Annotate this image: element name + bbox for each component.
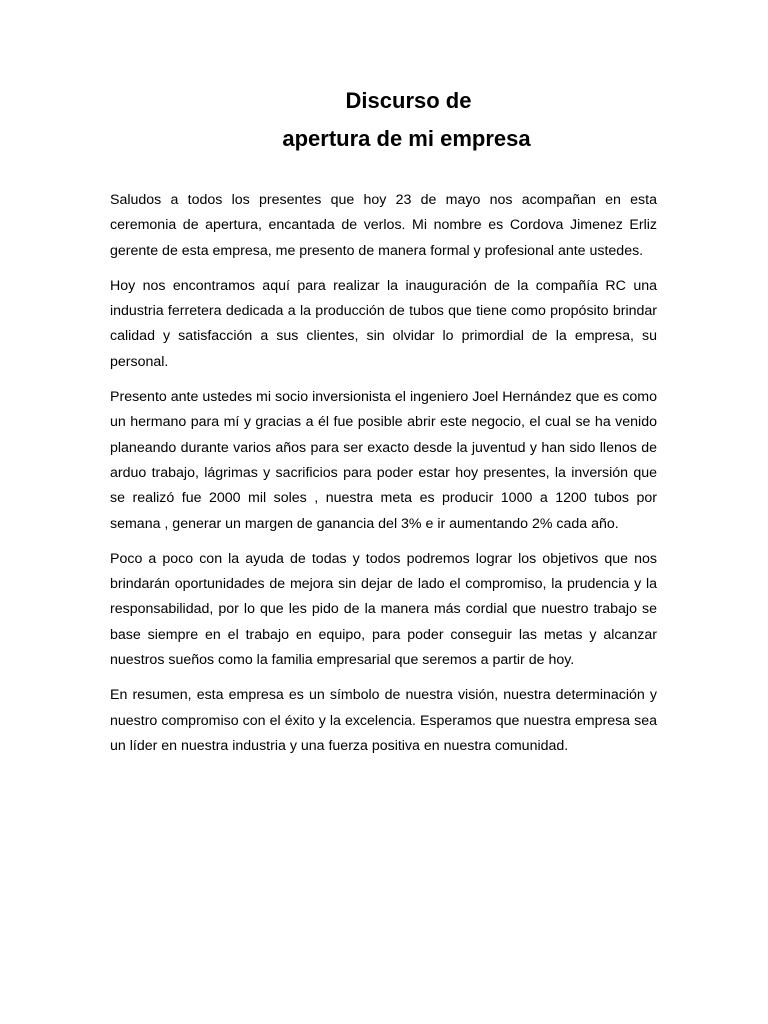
paragraph-summary: En resumen, esta empresa es un símbolo de nuestra visión, nuestra determinación y nuestro compromiso con el éxito y la excelencia. Esperamos que nuestra empresa sea un líder en nuestra industria y una fuerza positiva en nuestra comunidad. [110,687,657,754]
title-line-1: Discurso de [345,88,472,113]
paragraph-teamwork: Poco a poco con la ayuda de todas y todos podremos lograr los objetivos que nos brindarán oportunidades de mejora sin dejar de lado el compromiso, la prudencia y la responsabilidad, por lo que les pido de la manera más cordial que nuestro trabajo se base siempre en el trabajo en equipo, para poder conseguir las metas y alcanzar nuestros sueños como la familia empresarial que seremos a partir de hoy. [110,550,657,669]
paragraph-partner: Presento ante ustedes mi socio inversionista el ingeniero Joel Hernández que es como un hermano para mí y gracias a él fue posible abrir este negocio, el cual se ha venido planeando durante varios años para ser exacto desde la juventud y han sido llenos de arduo trabajo, lágrimas y sacrificios para poder estar hoy presentes, la inversión que se realizó fue 2000 mil soles , nuestra meta es producir 1000 a 1200 tubos por semana , generar un margen de ganancia del 3% e ir aumentando 2% cada año. [110,389,657,532]
title-line-2: apertura de mi empresa [282,126,531,151]
paragraph-greeting: Saludos a todos los presentes que hoy 23 de mayo nos acompañan en esta ceremonia de apertura, encantada de verlos. Mi nombre es Cordova Jimenez Erliz gerente de esta empresa, me presento de manera formal y profesional ante ustedes. [110,192,657,259]
document-body [110,188,657,769]
paragraph-inauguration: Hoy nos encontramos aquí para realizar la inauguración de la compañía RC una industria ferretera dedicada a la producción de tubos que tiene como propósito brindar calidad y satisfacción a sus clientes, sin olvidar lo primordial de la empresa, su personal. [110,277,657,370]
document-title [0,85,768,155]
